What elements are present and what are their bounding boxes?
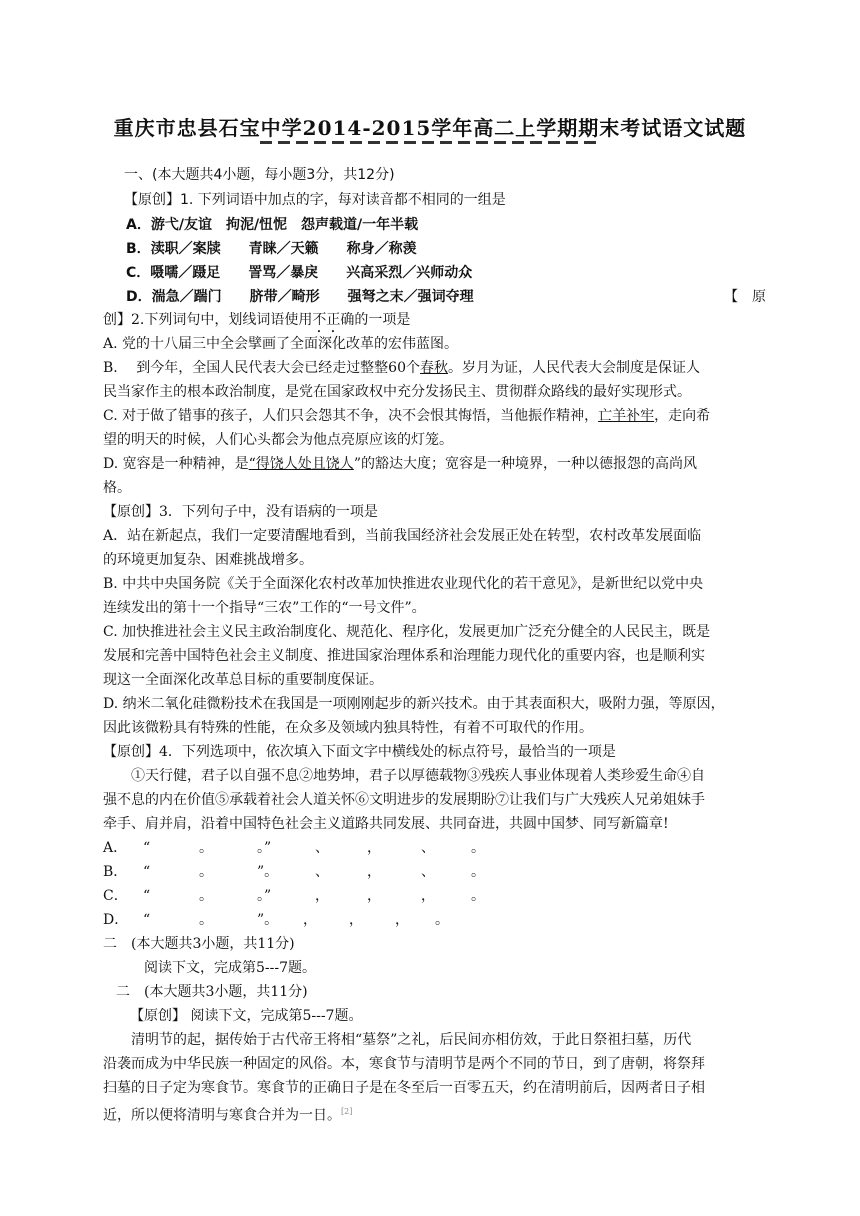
q1-option-c: C．嗫嚅／蹑足 詈骂／暴戾 兴高采烈／兴师动众 (126, 265, 473, 281)
section1-heading: 一、(本大题共4小题，每小题3分，共12分) (124, 167, 395, 183)
document-title: 重庆市忠县石宝中学2014-2015学年高二上学期期末考试语文试题 (113, 116, 747, 140)
q2-option-a: A. 党的十八届三中全会擘画了全面深化改革的宏伟蓝图。 (103, 336, 459, 352)
section2-intro-first: 阅读下文，完成第5---7题。 (144, 960, 317, 976)
passage-line4: 近，所以便将清明与寒食合并为一日。[2] (103, 1107, 353, 1124)
q3-option-b-line2: 连续发出的第十一个指导“三农”工作的“一号文件”。 (103, 600, 426, 616)
q2-option-d-line2: 格。 (103, 480, 131, 496)
q4-option-b: B． “ 。 ”。 、 ， 、 。 (103, 864, 485, 880)
q2-option-b-line1: B. 到今年，全国人民代表大会已经走过整整60个春秋。岁月为证，人民代表大会制度是保证人 (103, 360, 701, 376)
footnote-ref: [2] (341, 1107, 353, 1116)
q2-option-c-line2: 望的明天的时候，人们心头都会为他点亮原应该的灯笼。 (103, 432, 453, 448)
q1-stem: 【原创】1. 下列词语中加点的字，每对读音都不相同的一组是 (124, 192, 506, 208)
section2-heading-first: 二 (本大题共3小题，共11分) (103, 936, 295, 952)
q2-option-d-line1: D. 宽容是一种精神，是“得饶人处且饶人”的豁达大度；宽容是一种境界，一种以德报怨的高尚风 (103, 456, 697, 472)
q2-option-c-line1: C. 对于做了错事的孩子，人们只会怨其不争，决不会恨其悔悟，当他振作精神，亡羊补牢，走向希 (103, 408, 711, 424)
q4-passage-line1: ①天行健，君子以自强不息②地势坤，君子以厚德载物③残疾人事业体现着人类珍爱生命④自 (131, 768, 705, 784)
q3-option-d-line2: 因此该微粉具有特殊的性能，在众多及领域内独具特性，有着不可取代的作用。 (103, 720, 593, 736)
q3-stem: 【原创】3．下列句子中，没有语病的一项是 (103, 504, 378, 520)
q4-stem: 【原创】4．下列选项中，依次填入下面文字中横线处的标点符号，最恰当的一项是 (103, 744, 616, 760)
q4-option-c: C． “ 。 。” ， ， ， 。 (103, 888, 485, 904)
q3-option-c-line1: C. 加快推进社会主义民主政治制度化、规范化、程序化，发展更加广泛充分健全的人民民主，既是 (103, 624, 711, 640)
q2-option-b-line2: 民当家作主的根本政治制度，是党在国家政权中充分发扬民主、贯彻群众路线的最好实现形式。 (103, 384, 691, 400)
q4-option-d: D． “ 。 ”。 ， ， ， 。 (103, 912, 449, 928)
section2-heading-second: 二 (本大题共3小题，共11分) (116, 984, 308, 1000)
q1-option-d: D．湍急／踹门 脐带／畸形 强弩之末／强词夺理 (126, 289, 474, 305)
q3-option-a-line2: 的环境更加复杂、困难挑战增多。 (103, 552, 313, 568)
section2-intro-second: 【原创】 阅读下文，完成第5---7题。 (130, 1008, 363, 1024)
passage-line1: 清明节的起，据传始于古代帝王将相“墓祭”之礼，后民间亦相仿效，于此日祭祖扫墓，历代 (131, 1032, 692, 1048)
q4-passage-line3: 牵手、肩并肩，沿着中国特色社会主义道路共同发展、共同奋进，共圆中国梦、同写新篇章! (103, 816, 669, 832)
q3-option-c-line2: 发展和完善中国特色社会主义制度、推进国家治理体系和治理能力现代化的重要内容，也是顺利实 (103, 648, 705, 664)
q4-option-a: A． “ 。 。” 、 ， 、 。 (103, 840, 485, 856)
q4-passage-line2: 强不息的内在价值⑤承载着社会人道关怀⑥文明进步的发展期盼⑦让我们与广大残疾人兄弟姐妹手 (103, 792, 705, 808)
q1-option-a: A．游弋/友谊 拘泥/忸怩 怨声载道/一年半载 (126, 217, 419, 233)
title-overlap-artifact (260, 138, 600, 146)
passage-line3: 扫墓的日子定为寒食节。寒食节的正确日子是在冬至后一百零五天，约在清明前后，因两者日子相 (103, 1080, 705, 1096)
q3-option-a-line1: A．站在新起点，我们一定要清醒地看到，当前我国经济社会发展正处在转型，农村改革发展面临 (103, 528, 702, 544)
q2-label-start: 【 原 (724, 289, 766, 305)
passage-line2: 沿袭而成为中华民族一种固定的风俗。本，寒食节与清明节是两个不同的节日，到了唐朝，将祭拜 (103, 1056, 705, 1072)
q2-stem: 创】2.下列词句中，划线词语使用不正确的一项是 (103, 312, 411, 328)
q3-option-d-line1: D. 纳米二氧化硅微粉技术在我国是一项刚刚起步的新兴技术。由于其表面积大，吸附力强，等原因， (103, 696, 725, 712)
q1-option-b: B．渎职／案牍 青睐／天籁 称身／称羡 (126, 241, 417, 257)
q3-option-c-line3: 现这一全面深化改革总目标的重要制度保证。 (103, 672, 383, 688)
q3-option-b-line1: B. 中共中央国务院《关于全面深化农村改革加快推进农业现代化的若干意见》，是新世纪以党中央 (103, 576, 704, 592)
